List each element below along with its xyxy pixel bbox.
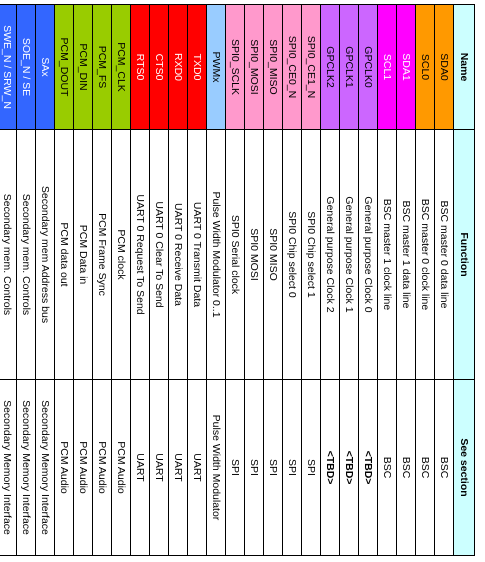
- function-cell: SPI0 MISO: [264, 130, 283, 380]
- table-row: [55, 5, 74, 556]
- function-cell: UART 0 Request To Send: [131, 130, 150, 380]
- function-cell: BSC master 1 data line: [397, 130, 416, 380]
- table-row: [17, 5, 36, 556]
- pin-name-cell: TXD0: [188, 5, 207, 130]
- see-section-cell: Secondary Memory Interface: [36, 380, 55, 556]
- table-row: [283, 5, 302, 556]
- table-row: [112, 5, 131, 556]
- table-row: [397, 5, 416, 556]
- see-section-cell: BSC: [397, 380, 416, 556]
- function-cell: BSC master 0 data line: [435, 130, 454, 380]
- pin-name-cell: RTS0: [131, 5, 150, 130]
- function-cell: BSC master 0 clock line: [416, 130, 435, 380]
- table-row: [264, 5, 283, 556]
- table-row: [150, 5, 169, 556]
- see-section-cell: UART: [169, 380, 188, 556]
- table-row: [0, 5, 17, 556]
- function-cell: UART 0 Transmit Data: [188, 130, 207, 380]
- pin-name-cell: CTS0: [150, 5, 169, 130]
- pin-name-cell: SAx: [36, 5, 55, 130]
- function-cell: UART 0 Clear To Send: [150, 130, 169, 380]
- see-section-cell: PCM Audio: [112, 380, 131, 556]
- function-cell: PCM Frame Sync: [93, 130, 112, 380]
- see-section-cell: BSC: [435, 380, 454, 556]
- see-section-cell: PCM Audio: [55, 380, 74, 556]
- pin-name-cell: SCL0: [416, 5, 435, 130]
- pin-name-cell: GPCLK0: [359, 5, 378, 130]
- pin-name-cell: PCM_CLK: [112, 5, 131, 130]
- pin-name-cell: PCM_FS: [93, 5, 112, 130]
- table-row: [188, 5, 207, 556]
- see-section-cell: SPI: [302, 380, 321, 556]
- pin-name-cell: PWMx: [207, 5, 226, 130]
- see-section-cell: UART: [131, 380, 150, 556]
- see-section-cell: SPI: [226, 380, 245, 556]
- pin-name-cell: SDA1: [397, 5, 416, 130]
- pin-name-cell: PCM_DIN: [74, 5, 93, 130]
- see-section-cell: <TBD>: [359, 380, 378, 556]
- pin-name-cell: SOE_N / SE: [17, 5, 36, 130]
- table-row: [378, 5, 397, 556]
- see-section-cell: Pulse Width Modulator: [207, 380, 226, 556]
- function-cell: SPI0 Chip select 0: [283, 130, 302, 380]
- table-row: [435, 5, 454, 556]
- see-section-cell: PCM Audio: [74, 380, 93, 556]
- table-row: [302, 5, 321, 556]
- pin-name-cell: SCL1: [378, 5, 397, 130]
- pin-name-cell: PCM_DOUT: [55, 5, 74, 130]
- pin-name-cell: SDA0: [435, 5, 454, 130]
- function-cell: PCM data out: [55, 130, 74, 380]
- function-cell: UART 0 Receive Data: [169, 130, 188, 380]
- see-section-cell: UART: [150, 380, 169, 556]
- see-section-cell: <TBD>: [340, 380, 359, 556]
- table-row: [93, 5, 112, 556]
- see-section-cell: PCM Audio: [93, 380, 112, 556]
- pin-name-cell: SPI0_MISO: [264, 5, 283, 130]
- rotated-document: [3, 4, 475, 555]
- function-cell: General purpose Clock 1: [340, 130, 359, 380]
- see-section-cell: Secondary Memory Interface: [17, 380, 36, 556]
- function-cell: SPI0 MOSI: [245, 130, 264, 380]
- see-section-cell: SPI: [245, 380, 264, 556]
- pin-name-cell: SWE_N / SRW_N: [0, 5, 17, 130]
- pin-name-cell: SPI0_CE1_N: [302, 5, 321, 130]
- function-cell: General purpose Clock 2: [321, 130, 340, 380]
- table-row: [359, 5, 378, 556]
- see-section-cell: SPI: [264, 380, 283, 556]
- see-section-cell: Secondary Memory Interface: [0, 380, 17, 556]
- function-cell: Pulse Width Modulator 0..1: [207, 130, 226, 380]
- table-row: [321, 5, 340, 556]
- alternate-function-table: [0, 4, 475, 556]
- function-cell: BSC master 1 clock line: [378, 130, 397, 380]
- table-row: [416, 5, 435, 556]
- pin-name-cell: RXD0: [169, 5, 188, 130]
- function-cell: SPI0 Chip select 1: [302, 130, 321, 380]
- table-row: [169, 5, 188, 556]
- see-section-cell: BSC: [416, 380, 435, 556]
- function-cell: Secondary mem. Controls: [0, 130, 17, 380]
- table-row: [74, 5, 93, 556]
- function-cell: PCM Data in: [74, 130, 93, 380]
- table-row: [340, 5, 359, 556]
- see-section-cell: BSC: [378, 380, 397, 556]
- table-row: [226, 5, 245, 556]
- pin-name-cell: SPI0_SCLK: [226, 5, 245, 130]
- table-row: [207, 5, 226, 556]
- table-row: [36, 5, 55, 556]
- pin-name-cell: SPI0_CE0_N: [283, 5, 302, 130]
- function-cell: SPI0 Serial clock: [226, 130, 245, 380]
- see-section-cell: UART: [188, 380, 207, 556]
- table-body: [0, 5, 454, 556]
- header-function: Function: [454, 130, 475, 380]
- function-cell: PCM clock: [112, 130, 131, 380]
- header-name: Name: [454, 5, 475, 130]
- pin-name-cell: GPCLK2: [321, 5, 340, 130]
- table-row: [245, 5, 264, 556]
- pin-name-cell: GPCLK1: [340, 5, 359, 130]
- table-header-row: [454, 5, 475, 556]
- see-section-cell: SPI: [283, 380, 302, 556]
- see-section-cell: <TBD>: [321, 380, 340, 556]
- table-row: [131, 5, 150, 556]
- header-see-section: See section: [454, 380, 475, 556]
- pin-name-cell: SPI0_MOSI: [245, 5, 264, 130]
- function-cell: General purpose Clock 0: [359, 130, 378, 380]
- function-cell: Secondary mem Address bus: [36, 130, 55, 380]
- function-cell: Secondary mem. Controls: [17, 130, 36, 380]
